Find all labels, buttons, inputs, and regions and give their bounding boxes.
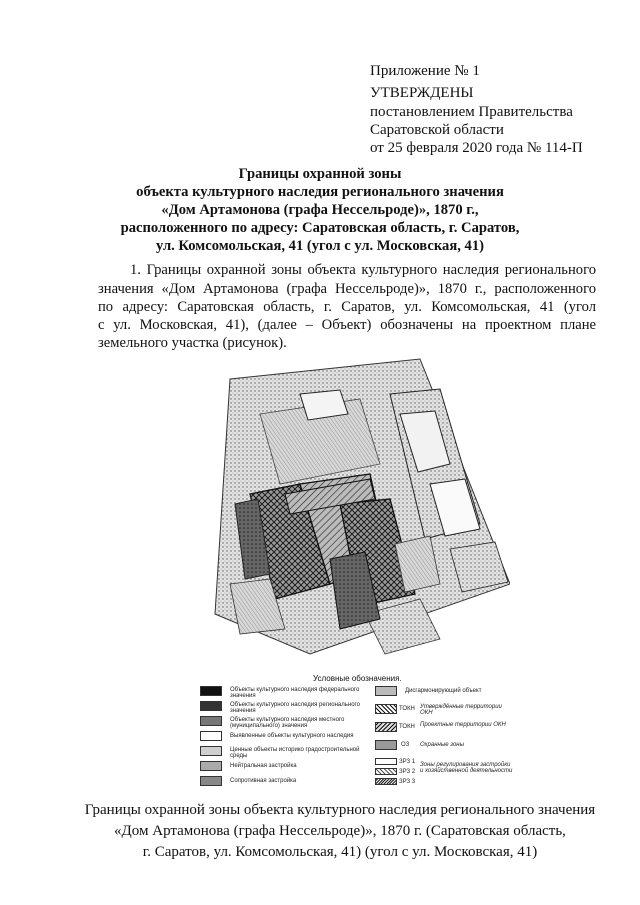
legend-code-zrz1: ЗРЗ 1 (399, 759, 416, 765)
doc-title-line-2: объекта культурного наследия регионального значения (136, 184, 504, 200)
legend-label-protection-zone: Охранные зоны (420, 742, 465, 748)
legend-label-identified: Выявленные объекты культурного наследия (230, 733, 354, 739)
paragraph-line-1: 1. Границы охранной зоны объекта культурного наследия регионального (130, 262, 596, 278)
legend-label-valuable: Ценные объекты историко градостроительной среды (230, 747, 360, 759)
legend-swatch-neutral (200, 761, 222, 771)
legend-label-project-territory: Проектные территории ОКН (420, 722, 506, 728)
legend-label-neutral: Нейтральная застройка (230, 763, 297, 769)
legend-swatch-zrz2 (375, 768, 397, 775)
legend-code-zrz3: ЗРЗ 3 (399, 779, 416, 785)
legend-code-protection-zone: ОЗ (401, 742, 410, 748)
legend-swatch-disharmonious (375, 686, 397, 696)
legend-label-zrz: Зоны регулирования застройки и хозяйственной деятельности (420, 762, 513, 774)
legend-label-approved-territory: Утверждённые территории ОКН (420, 704, 502, 716)
figure-caption-line-2: «Дом Артамонова (графа Нессельроде)», 1870 г. (Саратовская область, (114, 823, 566, 839)
legend-label-local: Объекты культурного наследия местного (муниципального) значения (230, 717, 345, 729)
legend-swatch-regional (200, 701, 222, 711)
legend-swatch-federal (200, 686, 222, 696)
legend-label-resistant: Сопротивная застройка (230, 778, 297, 784)
legend-swatch-zrz1 (375, 758, 397, 765)
legend-swatch-protection-zone (375, 740, 397, 750)
doc-title-line-3: «Дом Артамонова (графа Нессельроде)», 1870 г., (161, 202, 479, 218)
approved-region-line: Саратовской области (370, 122, 504, 138)
legend-label-disharmonious: Дисгармонирующий объект (405, 688, 482, 694)
figure-caption-line-3: г. Саратов, ул. Комсомольская, 41) (угол с ул. Московская, 41) (142, 844, 538, 860)
paragraph-line-4: с ул. Московская, 41), (далее – Объект) обозначены на проектном плане (98, 317, 596, 333)
legend-swatch-zrz3 (375, 778, 397, 785)
legend-code-project-territory: ТОКН (399, 724, 415, 730)
approved-label: УТВЕРЖДЕНЫ (370, 85, 474, 101)
legend-swatch-approved-territory (375, 704, 397, 714)
legend-swatch-project-territory (375, 722, 397, 732)
site-plan-map (190, 354, 510, 674)
doc-title-line-1: Границы охранной зоны (238, 166, 402, 182)
appendix-number: Приложение № 1 (370, 63, 480, 79)
approved-date-line: от 25 февраля 2020 года № 114-П (370, 140, 583, 156)
legend-swatch-identified (200, 731, 222, 741)
paragraph-line-2: значения «Дом Артамонова (графа Нессельроде)», 1870 г., расположенного (98, 281, 596, 297)
legend-code-zrz2: ЗРЗ 2 (399, 769, 416, 775)
legend-swatch-resistant (200, 776, 222, 786)
doc-title-line-4: расположенного по адресу: Саратовская область, г. Саратов, (120, 220, 520, 236)
figure-caption-line-1: Границы охранной зоны объекта культурного наследия регионального значения (84, 802, 596, 818)
legend-swatch-local (200, 716, 222, 726)
legend-title: Условные обозначения. (313, 674, 402, 683)
paragraph-line-5: земельного участка (рисунок). (98, 335, 287, 351)
legend-code-approved-territory: ТОКН (399, 706, 415, 712)
legend-left-column (200, 686, 360, 796)
approved-by-line: постановлением Правительства (370, 104, 573, 120)
legend-label-federal: Объекты культурного наследия федерального значения (230, 687, 360, 699)
site-plan-block (215, 359, 510, 654)
legend-right-column (375, 686, 515, 796)
legend-label-regional: Объекты культурного наследия регионального значения (230, 702, 360, 714)
paragraph-line-3: по адресу: Саратовская область, г. Саратов, ул. Комсомольская, 41 (угол (98, 299, 596, 315)
legend-swatch-valuable (200, 746, 222, 756)
doc-title-line-5: ул. Комсомольская, 41 (угол с ул. Московская, 41) (156, 238, 484, 254)
